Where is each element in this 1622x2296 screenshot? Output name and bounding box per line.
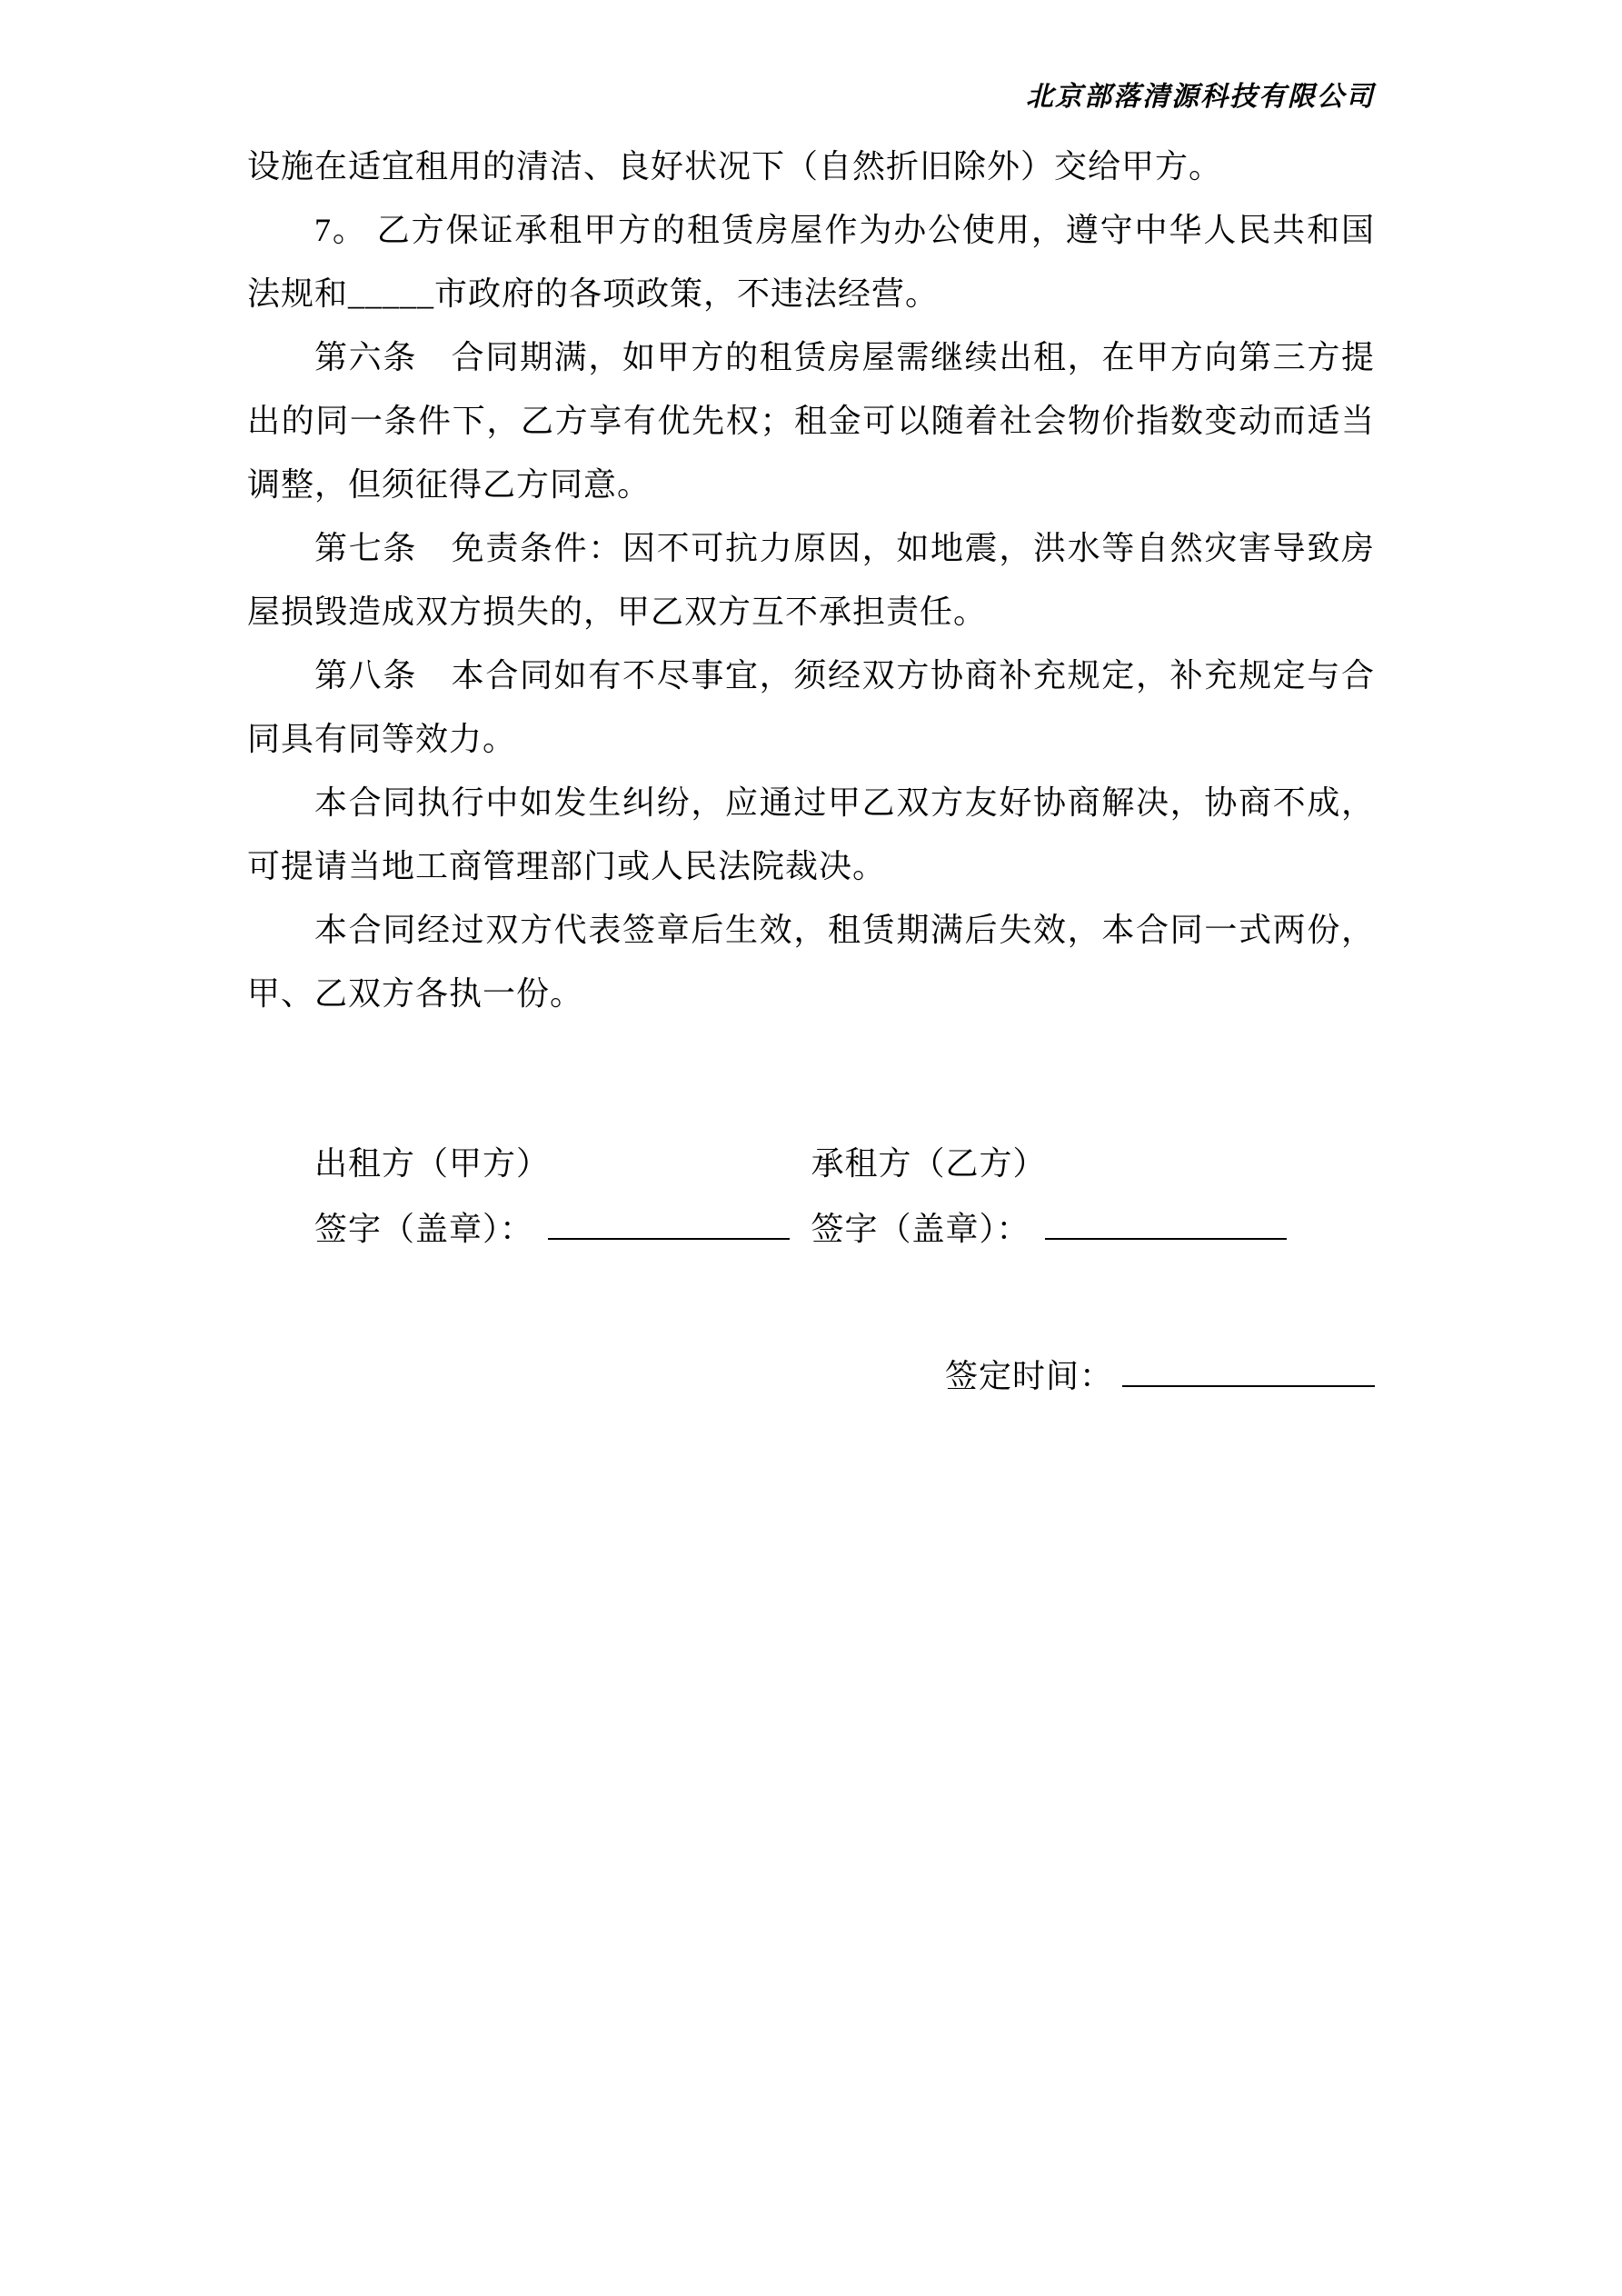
lessee-party-cell [811,1131,1376,1196]
signing-date-row [247,1343,1375,1409]
signature-section [247,1131,1375,1409]
paragraph-article-7: 第七条 免责条件：因不可抗力原因，如地震，洪水等自然灾害导致房屋损毁造成双方损失的，甲乙双方互不承担责任。 [247,530,1375,630]
signature-sign-row [247,1196,1375,1262]
paragraph-article-6: 第六条 合同期满，如甲方的租赁房屋需继续出租，在甲方向第三方提出的同一条件下，乙方享有优先权；租金可以随着社会物价指数变动而适当调整，但须征得乙方同意。 [247,339,1375,503]
lessee-sign-seal-label: 签字（盖章）： [811,1211,1030,1247]
paragraph-effectiveness: 本合同经过双方代表签章后生效，租赁期满后失效，本合同一式两份，甲、乙双方各执一份。 [247,912,1375,1012]
sign-date-blank [1122,1353,1375,1387]
lessor-sign-cell [247,1196,811,1262]
lessor-label: 出租方（甲方） [314,1145,551,1182]
header-company-name: 北京部落清源科技有限公司 [1026,82,1375,112]
sign-date-label: 签定时间： [944,1358,1113,1394]
lessee-signature-blank [1045,1205,1287,1240]
paragraph-article-8: 第八条 本合同如有不尽事宜，须经双方协商补充规定，补充规定与合同具有同等效力。 [247,657,1375,757]
lessor-party-cell [247,1131,811,1196]
signature-parties-row [247,1131,1375,1196]
lessor-signature-blank [548,1205,790,1240]
lessee-label: 承租方（乙方） [811,1145,1047,1182]
lessee-sign-cell [811,1196,1376,1262]
lessor-sign-seal-label: 签字（盖章）： [314,1211,534,1247]
paragraph-clause-7: 7。 乙方保证承租甲方的租赁房屋作为办公使用，遵守中华人民共和国法规和_____市政府的各项政策，不违法经营。 [247,212,1375,312]
paragraph-dispute-resolution: 本合同执行中如发生纠纷，应通过甲乙双方友好协商解决，协商不成，可提请当地工商管理部门或人民法院裁决。 [247,784,1375,884]
contract-body [247,135,1375,1025]
paragraph-facilities-return: 设施在适宜租用的清洁、良好状况下（自然折旧除外）交给甲方。 [247,148,1223,185]
